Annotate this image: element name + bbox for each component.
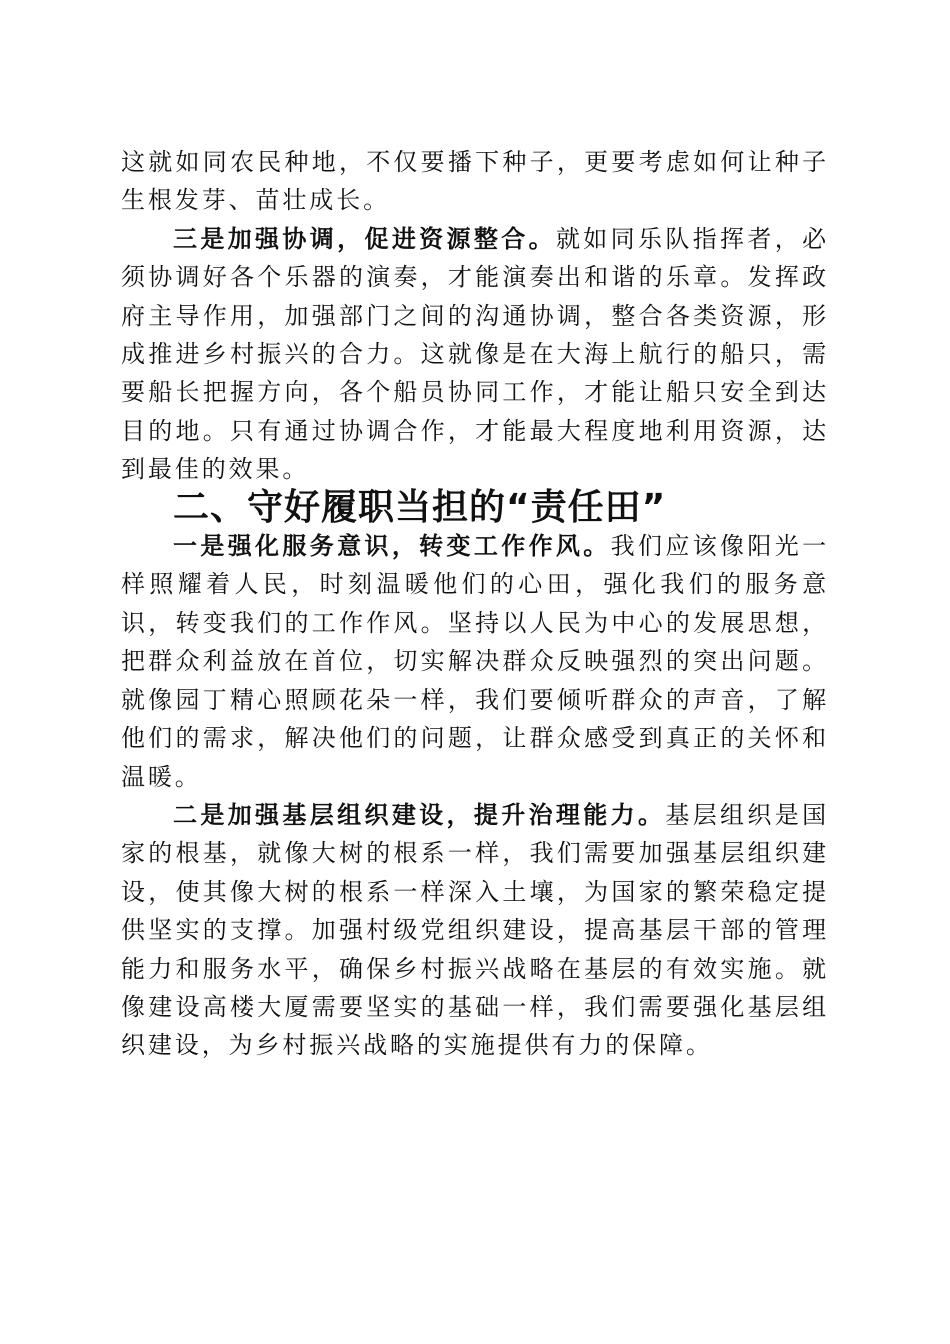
paragraph-service — [121, 527, 829, 796]
paragraph-coordination — [121, 220, 829, 489]
paragraph-grassroots — [121, 796, 829, 1065]
paragraph-lead: 三是加强协调，促进资源整合。 — [173, 223, 556, 253]
paragraph-text: 基层组织是国家的根基，就像大树的根系一样，我们需要加强基层组织建设，使其像大树的根系一样深入土壤，为国家的繁荣稳定提供坚实的支撑。加强村级党组织建设，提高基层干部的管理能力和服务水平，确保乡村振兴战略在基层的有效实施。就像建设高楼大厦需要坚实的基础一样，我们需要强化基层组织建设，为乡村振兴战略的实施提供有力的保障。 — [121, 800, 830, 1060]
paragraph-text: 我们应该像阳光一样照耀着人民，时刻温暖他们的心田，强化我们的服务意识，转变我们的工作作风。坚持以人民为中心的发展思想，把群众利益放在首位，切实解决群众反映强烈的突出问题。就像园丁精心照顾花朵一样，我们要倾听群众的声音，了解他们的需求，解决他们的问题，让群众感受到真正的关怀和温暖。 — [121, 532, 830, 791]
paragraph-lead: 二是加强基层组织建设，提升治理能力。 — [173, 799, 666, 829]
paragraph-text: 就如同乐队指挥者，必须协调好各个乐器的演奏，才能演奏出和谐的乐章。发挥政府主导作用，加强部门之间的沟通协调，整合各类资源，形成推进乡村振兴的合力。这就像是在大海上航行的船只，需要船长把握方向，各个船员协同工作，才能让船只安全到达目的地。只有通过协调合作，才能最大程度地利用资源，达到最佳的效果。 — [121, 224, 830, 484]
paragraph-text: 这就如同农民种地，不仅要播下种子，更要考虑如何让种子生根发芽、苗壮成长。 — [121, 148, 829, 215]
paragraph-continuation — [121, 143, 829, 220]
document-page — [121, 143, 829, 1065]
paragraph-lead: 一是强化服务意识，转变工作作风。 — [173, 531, 611, 561]
section-heading: 二、守好履职当担的“责任田” — [173, 486, 667, 528]
